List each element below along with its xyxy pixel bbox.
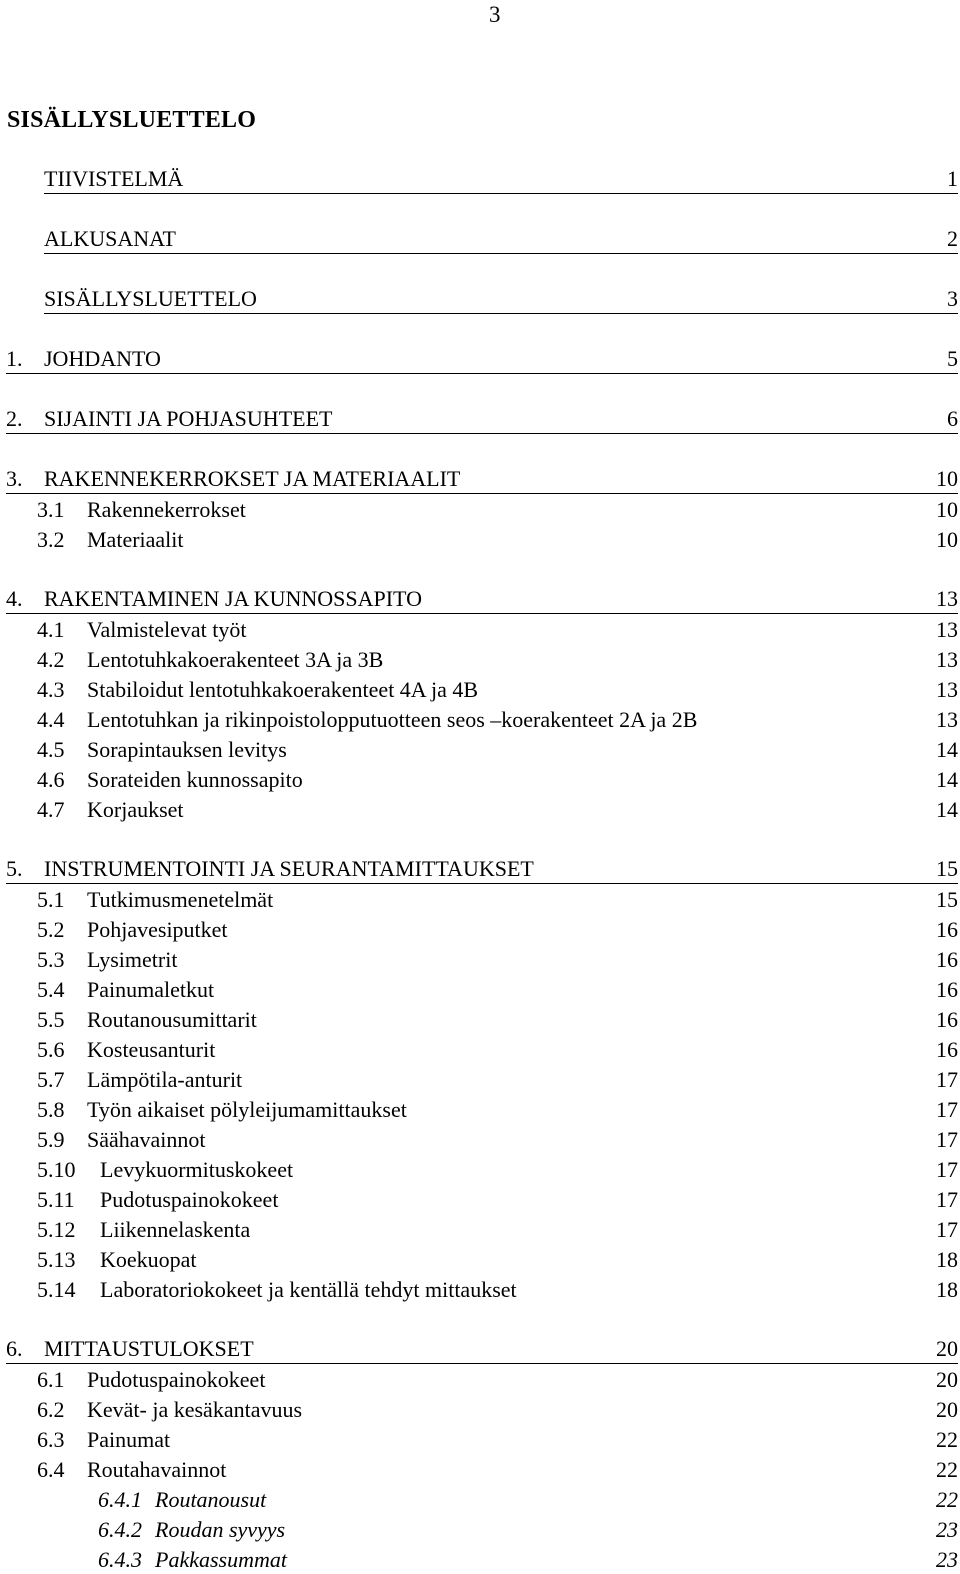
toc-entry — [37, 1156, 958, 1184]
toc-entry — [98, 1486, 958, 1514]
toc-entry-page: 13 — [936, 617, 958, 642]
toc-entry-page: 16 — [936, 947, 958, 972]
toc-entry-number: 5.10 — [37, 1157, 76, 1182]
toc-entry-page: 20 — [936, 1336, 958, 1361]
toc-entry — [6, 586, 958, 614]
toc-entry-number: 5.8 — [37, 1097, 65, 1122]
toc-entry-page: 6 — [947, 406, 958, 431]
toc-entry — [37, 736, 958, 764]
toc-entry-title: Lentotuhkakoerakenteet 3A ja 3B — [87, 647, 384, 672]
toc-entry — [37, 1006, 958, 1034]
toc-entry-page: 10 — [936, 497, 958, 522]
toc-entry-page: 16 — [936, 1007, 958, 1032]
toc-entry-number: 6.2 — [37, 1397, 65, 1422]
toc-entry — [37, 1456, 958, 1484]
toc-entry-number: 2. — [6, 406, 23, 431]
toc-entry-number: 5.13 — [37, 1247, 76, 1272]
toc-entry-page: 16 — [936, 917, 958, 942]
toc-entry-page: 17 — [936, 1217, 958, 1242]
toc-entry-title: Lysimetrit — [87, 947, 178, 972]
toc-entry-page: 13 — [936, 586, 958, 611]
toc-entry-page: 2 — [947, 226, 958, 251]
toc-entry — [37, 886, 958, 914]
toc-entry — [37, 1426, 958, 1454]
toc-entry-number: 1. — [6, 346, 23, 371]
toc-entry-number: 3.2 — [37, 527, 65, 552]
toc-entry-title: Laboratoriokokeet ja kentällä tehdyt mittaukset — [100, 1277, 517, 1302]
toc-entry-title: Sorateiden kunnossapito — [87, 767, 303, 792]
toc-entry-number: 4.2 — [37, 647, 65, 672]
toc-entry-page: 14 — [936, 797, 958, 822]
toc-entry — [98, 1516, 958, 1544]
toc-entry-number: 6.1 — [37, 1367, 65, 1392]
toc-entry-page: 15 — [936, 887, 958, 912]
toc-entry-title: Korjaukset — [87, 797, 184, 822]
toc-entry-page: 22 — [936, 1487, 958, 1512]
toc-entry-title: Työn aikaiset pölyleijumamittaukset — [87, 1097, 407, 1122]
toc-entry-number: 5.6 — [37, 1037, 65, 1062]
toc-entry-title: Rakennekerrokset — [87, 497, 246, 522]
toc-entry-title: Routahavainnot — [87, 1457, 227, 1482]
toc-entry-number: 5.4 — [37, 977, 65, 1002]
toc-entry — [37, 676, 958, 704]
toc-entry-page: 23 — [936, 1517, 958, 1542]
toc-entry — [37, 646, 958, 674]
toc-entry-page: 13 — [936, 677, 958, 702]
toc-entry-page: 18 — [936, 1247, 958, 1272]
toc-entry-page: 17 — [936, 1097, 958, 1122]
toc-entry-page: 3 — [947, 286, 958, 311]
toc-entry-title: Pakkassummat — [155, 1547, 287, 1572]
toc-entry-page: 17 — [936, 1067, 958, 1092]
toc-entry-page: 13 — [936, 707, 958, 732]
toc-entry-number: 5.1 — [37, 887, 65, 912]
toc-entry — [6, 1336, 958, 1364]
toc-title: SISÄLLYSLUETTELO — [7, 107, 257, 133]
toc-entry-title: Levykuormituskokeet — [100, 1157, 294, 1182]
toc-entry-page: 14 — [936, 767, 958, 792]
toc-entry-page: 10 — [936, 466, 958, 491]
toc-entry-number: 3.1 — [37, 497, 65, 522]
toc-entry-page: 5 — [947, 346, 958, 371]
toc-entry-title: Lentotuhkan ja rikinpoistolopputuotteen seos –koerakenteet 2A ja 2B — [87, 707, 698, 732]
toc-entry-number: 6.4 — [37, 1457, 65, 1482]
toc-entry-title: Pohjavesiputket — [87, 917, 228, 942]
toc-entry — [37, 1276, 958, 1304]
toc-entry-number: 4.4 — [37, 707, 65, 732]
toc-entry — [98, 1546, 958, 1574]
toc-entry-page: 17 — [936, 1187, 958, 1212]
toc-entry-title: Lämpötila-anturit — [87, 1067, 243, 1092]
toc-entry-number: 6.3 — [37, 1427, 65, 1452]
toc-entry-title: Koekuopat — [100, 1247, 197, 1272]
toc-entry — [44, 166, 958, 194]
toc-entry — [37, 526, 958, 554]
toc-entry — [44, 286, 958, 314]
toc-entry-number: 6.4.1 — [98, 1487, 142, 1512]
toc-entry — [37, 1366, 958, 1394]
toc-entry-page: 16 — [936, 977, 958, 1002]
toc-entry-number: 5.14 — [37, 1277, 76, 1302]
toc-entry-page: 23 — [936, 1547, 958, 1572]
toc-entry-title: Sorapintauksen levitys — [87, 737, 287, 762]
toc-entry-page: 17 — [936, 1157, 958, 1182]
toc-entry-number: 4.5 — [37, 737, 65, 762]
toc-entry-number: 4.3 — [37, 677, 65, 702]
toc-entry-title: Säähavainnot — [87, 1127, 206, 1152]
toc-entry-title: RAKENNEKERROKSET JA MATERIAALIT — [44, 466, 461, 491]
toc-entry-number: 4.6 — [37, 767, 65, 792]
toc-entry-title: ALKUSANAT — [44, 226, 176, 251]
toc-entry-title: Roudan syvyys — [155, 1517, 286, 1542]
toc-entry-number: 5.7 — [37, 1067, 65, 1092]
toc-entry-title: Liikennelaskenta — [100, 1217, 251, 1242]
toc-entry-title: SIJAINTI JA POHJASUHTEET — [44, 406, 333, 431]
toc-entry-title: Pudotuspainokokeet — [87, 1367, 266, 1392]
toc-entry-number: 5.3 — [37, 947, 65, 972]
toc-entry-number: 6.4.3 — [98, 1547, 142, 1572]
toc-entry-page: 18 — [936, 1277, 958, 1302]
toc-entry — [37, 1126, 958, 1154]
toc-entry — [6, 406, 958, 434]
toc-entry-page: 15 — [936, 856, 958, 881]
toc-entry — [37, 496, 958, 524]
toc-entry-title: Kosteusanturit — [87, 1037, 216, 1062]
toc-entry-number: 5.5 — [37, 1007, 65, 1032]
toc-entry — [37, 916, 958, 944]
toc-entry-title: INSTRUMENTOINTI JA SEURANTAMITTAUKSET — [44, 856, 534, 881]
toc-entry-page: 20 — [936, 1367, 958, 1392]
toc-entry-title: SISÄLLYSLUETTELO — [44, 286, 257, 311]
toc-entry-title: Routanousumittarit — [87, 1007, 257, 1032]
toc-entry — [37, 796, 958, 824]
toc-entry-title: Pudotuspainokokeet — [100, 1187, 279, 1212]
toc-entry-title: Kevät- ja kesäkantavuus — [87, 1397, 303, 1422]
toc-entry — [37, 976, 958, 1004]
toc-entry-title: Stabiloidut lentotuhkakoerakenteet 4A ja 4B — [87, 677, 479, 702]
toc-entry-page: 22 — [936, 1427, 958, 1452]
toc-entry — [37, 766, 958, 794]
toc-entry-page: 20 — [936, 1397, 958, 1422]
toc-entry — [37, 1066, 958, 1094]
toc-entry-page: 14 — [936, 737, 958, 762]
toc-entry — [6, 466, 958, 494]
toc-entry-page: 10 — [936, 527, 958, 552]
toc-entry-number: 5. — [6, 856, 23, 881]
toc-entry-title: Materiaalit — [87, 527, 184, 552]
toc-entry-number: 4.7 — [37, 797, 65, 822]
toc-entry-page: 13 — [936, 647, 958, 672]
toc-entry-page: 1 — [947, 166, 958, 191]
toc-entry-title: RAKENTAMINEN JA KUNNOSSAPITO — [44, 586, 422, 611]
toc-entry-title: Routanousut — [155, 1487, 267, 1512]
toc-entry-title: Painumat — [87, 1427, 171, 1452]
toc-entry — [37, 1096, 958, 1124]
toc-entry — [37, 616, 958, 644]
toc-entry — [37, 1036, 958, 1064]
toc-entry-title: JOHDANTO — [44, 346, 161, 371]
toc-entry-page: 17 — [936, 1127, 958, 1152]
toc-entry-number: 5.2 — [37, 917, 65, 942]
toc-entry-number: 5.12 — [37, 1217, 76, 1242]
toc-entry-title: MITTAUSTULOKSET — [44, 1336, 254, 1361]
toc-entry-title: Tutkimusmenetelmät — [87, 887, 274, 912]
toc-entry — [37, 1186, 958, 1214]
toc-entry-title: Valmistelevat työt — [87, 617, 247, 642]
toc-entry — [37, 946, 958, 974]
toc-entry-number: 6.4.2 — [98, 1517, 142, 1542]
toc-entry-number: 3. — [6, 466, 23, 491]
toc-entry-page: 16 — [936, 1037, 958, 1062]
toc-entry — [44, 226, 958, 254]
toc-entry — [37, 1396, 958, 1424]
toc-entry — [6, 346, 958, 374]
toc-entry-title: Painumaletkut — [87, 977, 215, 1002]
toc-entry-number: 4.1 — [37, 617, 65, 642]
toc-entry-page: 22 — [936, 1457, 958, 1482]
toc-entry-title: TIIVISTELMÄ — [44, 166, 184, 191]
toc-entry-number: 5.11 — [37, 1187, 75, 1212]
toc-entry — [37, 706, 958, 734]
toc-entry-number: 4. — [6, 586, 23, 611]
page-number: 3 — [489, 2, 501, 27]
toc-entry — [37, 1216, 958, 1244]
toc-entry — [37, 1246, 958, 1274]
toc-entry — [6, 856, 958, 884]
toc-entry-number: 6. — [6, 1336, 23, 1361]
toc-entry-number: 5.9 — [37, 1127, 65, 1152]
